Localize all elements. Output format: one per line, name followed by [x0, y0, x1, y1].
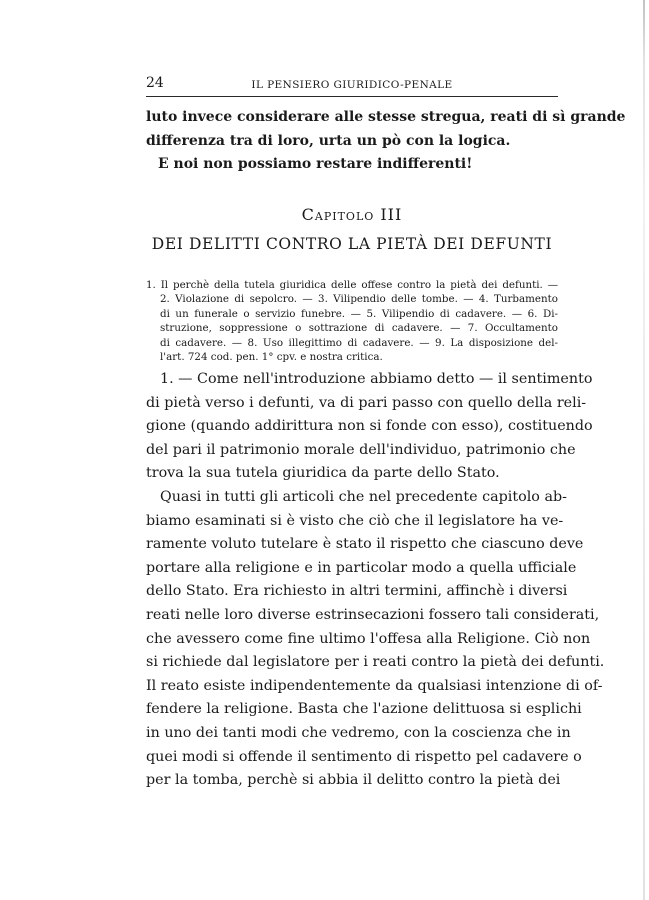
summary-line: l'art. 724 cod. pen. 1° cpv. e nostra critica. [160, 351, 383, 364]
text-line: del pari il patrimonio morale dell'individuo, patrimonio che [146, 441, 576, 458]
page-number: 24 [146, 75, 164, 91]
text-line: che avessero come fine ultimo l'offesa alla Religione. Ciò non [146, 630, 591, 647]
text-line: Il reato esiste indipendentemente da qualsiasi intenzione di of- [146, 677, 603, 694]
running-title: IL PENSIERO GIURIDICO-PENALE [251, 79, 453, 91]
text-line: gione (quando addirittura non si fonde con esso), costituendo [146, 418, 593, 435]
text-line: E noi non possiamo restare indifferenti! [158, 156, 473, 173]
text-line: Quasi in tutti gli articoli che nel precedente capitolo ab- [160, 488, 567, 505]
summary-line: struzione, soppressione o sottrazione di cadavere. — 7. Occultamento [160, 322, 558, 335]
text-line: per la tomba, perchè si abbia il delitto contro la pietà dei [146, 772, 561, 789]
chapter-number: Capitolo III [301, 205, 403, 224]
text-line: in uno dei tanti modi che vedremo, con la coscienza che in [146, 724, 571, 741]
text-line: dello Stato. Era richiesto in altri termini, affinchè i diversi [146, 583, 568, 600]
text-line: 1. — Come nell'introduzione abbiamo detto — il sentimento [160, 371, 593, 387]
body-text [146, 368, 605, 793]
summary-line: 2. Violazione di sepolcro. — 3. Vilipendio delle tombe. — 4. Turbamento [160, 293, 558, 306]
text-line: differenza tra di loro, urta un pò con la logica. [146, 132, 511, 149]
header-rule [146, 96, 558, 97]
text-line: reati nelle loro diverse estrinsecazioni fossero tali considerati, [146, 606, 600, 623]
text-line: quei modi si offende il sentimento di rispetto pel cadavere o [146, 748, 582, 765]
text-line: si richiede dal legislatore per i reati contro la pietà dei defunti. [146, 654, 605, 671]
text-line: luto invece considerare alle stesse stregua, reati di sì grande [146, 109, 626, 125]
text-line: biamo esaminati si è visto che ciò che il legislatore ha ve- [146, 512, 564, 529]
text-line: ramente voluto tutelare è stato il rispetto che ciascuno deve [146, 536, 584, 553]
summary-line: di cadavere. — 8. Uso illegittimo di cadavere. — 9. La disposizione del- [160, 336, 558, 349]
summary-line: di un funerale o servizio funebre. — 5. Vilipendio di cadavere. — 6. Di- [160, 307, 558, 320]
text-line: fendere la religione. Basta che l'azione delittuosa si esplichi [146, 701, 582, 718]
chapter-summary [146, 278, 558, 364]
intro-paragraph [146, 106, 626, 177]
page-edge [643, 0, 645, 900]
text-line: trova la sua tutela giuridica da parte dello Stato. [146, 465, 500, 482]
text-line: di pietà verso i defunti, va di pari passo con quello della reli- [146, 394, 587, 411]
chapter-title: DEI DELITTI CONTRO LA PIETÀ DEI DEFUNTI [151, 235, 553, 253]
summary-line: 1. Il perchè della tutela giuridica delle offese contro la pietà dei defunti. — [146, 279, 558, 291]
text-line: portare alla religione e in particolar modo a quella ufficiale [146, 559, 577, 576]
